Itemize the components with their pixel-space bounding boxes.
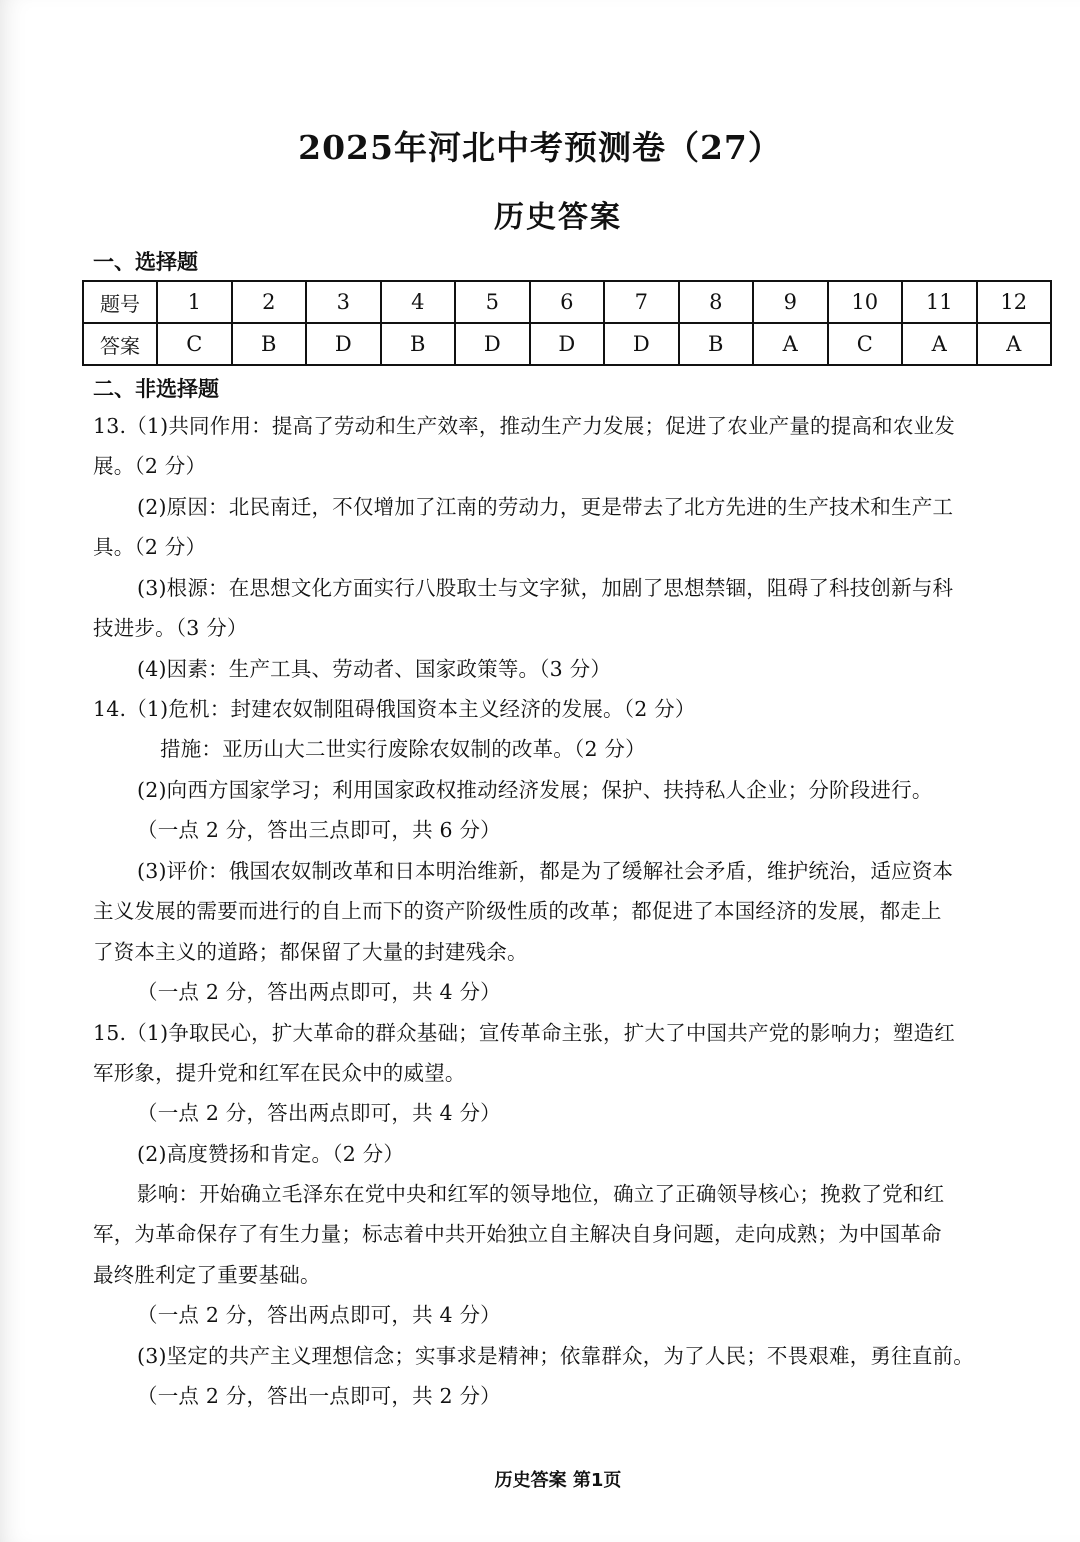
answer-subtitle: 历史答案: [494, 200, 622, 235]
exam-title: 2025年河北中考预测卷（27）: [298, 128, 782, 167]
answer-line: 军，为革命保存了有生力量；标志着中共开始独立自主解决自身问题，走向成熟；为中国革命: [93, 1222, 942, 1246]
question-number-cell: 3: [306, 281, 381, 323]
question-number-cell: 8: [679, 281, 754, 323]
answer-line: 技进步。（3 分）: [93, 616, 248, 640]
answer-line: (3)根源：在思想文化方面实行八股取士与文字狱，加剧了思想禁锢，阻碍了科技创新与科: [137, 576, 954, 600]
answer-cell: A: [753, 323, 828, 365]
answer-cell: D: [306, 323, 381, 365]
answer-line: 具。（2 分）: [93, 535, 207, 559]
answer-row: [83, 323, 1051, 365]
answer-cell: C: [828, 323, 903, 365]
answer-cell: A: [977, 323, 1052, 365]
answer-line: （一点 2 分，答出两点即可，共 4 分）: [137, 1101, 501, 1125]
question-number-cell: 2: [232, 281, 307, 323]
answer-line: （一点 2 分，答出一点即可，共 2 分）: [137, 1384, 501, 1408]
answer-line: (2)原因：北民南迁，不仅增加了江南的劳动力，更是带去了北方先进的生产技术和生产工: [137, 495, 954, 519]
page-footer: 历史答案 第1页: [494, 1470, 622, 1491]
question-number-cell: 11: [902, 281, 977, 323]
answer-line: 措施：亚历山大二世实行废除农奴制的改革。（2 分）: [160, 737, 646, 761]
section-heading-multiple-choice: 一、选择题: [93, 250, 198, 274]
answer-table: [82, 280, 1052, 366]
answer-cell: D: [455, 323, 530, 365]
answer-line: (2)向西方国家学习；利用国家政权推动经济发展；保护、扶持私人企业；分阶段进行。: [137, 778, 933, 802]
answer-line: 15.（1)争取民心，扩大革命的群众基础；宣传革命主张，扩大了中国共产党的影响力；塑造红: [93, 1021, 955, 1045]
answer-line: 最终胜利定了重要基础。: [93, 1263, 321, 1287]
answer-line: 了资本主义的道路；都保留了大量的封建残余。: [93, 940, 528, 964]
question-number-cell: 7: [604, 281, 679, 323]
answer-cell: D: [604, 323, 679, 365]
answer-line: （一点 2 分，答出两点即可，共 4 分）: [137, 1303, 501, 1327]
answer-line: 14.（1)危机：封建农奴制阻碍俄国资本主义经济的发展。（2 分）: [93, 697, 696, 721]
question-number-cell: 12: [977, 281, 1052, 323]
answer-cell: B: [679, 323, 754, 365]
answer-line: (2)高度赞扬和肯定。（2 分）: [137, 1142, 405, 1166]
question-number-cell: 6: [530, 281, 605, 323]
answer-line: （一点 2 分，答出三点即可，共 6 分）: [137, 818, 501, 842]
answer-line: （一点 2 分，答出两点即可，共 4 分）: [137, 980, 501, 1004]
answer-cell: D: [530, 323, 605, 365]
question-number-cell: 10: [828, 281, 903, 323]
answer-line: (4)因素：生产工具、劳动者、国家政策等。（3 分）: [137, 657, 612, 681]
question-number-row: [83, 281, 1051, 323]
question-number-cell: 5: [455, 281, 530, 323]
row-label-question-number: 题号: [83, 281, 157, 323]
answer-line: (3)评价：俄国农奴制改革和日本明治维新，都是为了缓解社会矛盾，维护统治，适应资本: [137, 859, 954, 883]
row-label-answer: 答案: [83, 323, 157, 365]
question-number-cell: 9: [753, 281, 828, 323]
answer-cell: C: [157, 323, 232, 365]
answer-line: 展。（2 分）: [93, 454, 207, 478]
answer-line: (3)坚定的共产主义理想信念；实事求是精神；依靠群众，为了人民；不畏艰难，勇往直前。: [137, 1344, 974, 1368]
section-heading-free-response: 二、非选择题: [93, 377, 219, 401]
question-number-cell: 1: [157, 281, 232, 323]
answer-cell: B: [381, 323, 456, 365]
answer-line: 军形象，提升党和红军在民众中的威望。: [93, 1061, 466, 1085]
answer-line: 主义发展的需要而进行的自上而下的资产阶级性质的改革；都促进了本国经济的发展，都走上: [93, 899, 942, 923]
answer-line: 13.（1)共同作用：提高了劳动和生产效率，推动生产力发展；促进了农业产量的提高和农业发: [93, 414, 955, 438]
answer-cell: A: [902, 323, 977, 365]
answer-cell: B: [232, 323, 307, 365]
question-number-cell: 4: [381, 281, 456, 323]
answer-line: 影响：开始确立毛泽东在党中央和红军的领导地位，确立了正确领导核心；挽救了党和红: [137, 1182, 945, 1206]
